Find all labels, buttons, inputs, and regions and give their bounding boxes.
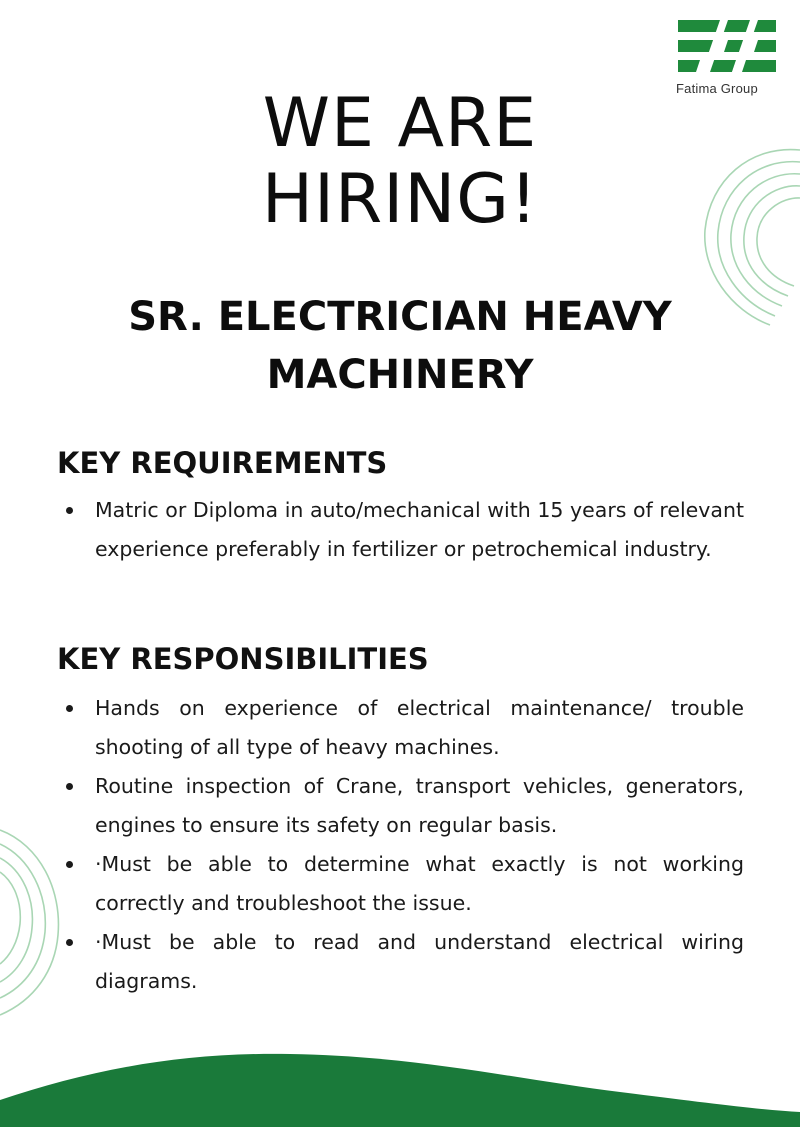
list-item	[60, 923, 744, 1001]
job-title-line-2: MACHINERY	[266, 352, 534, 398]
bullet-icon	[66, 507, 73, 514]
bullet-icon	[66, 783, 73, 790]
bullet-icon	[66, 939, 73, 946]
logo-mark-icon	[676, 18, 780, 78]
job-title-line-1: SR. ELECTRICIAN HEAVY	[128, 294, 672, 340]
job-title	[60, 288, 740, 404]
headline-line-1: WE ARE	[262, 84, 538, 163]
bottom-wave	[0, 1040, 800, 1127]
bullet-icon	[66, 861, 73, 868]
list-item-text: ·Must be able to determine what exactly is not working correctly and troubleshoot the issue.	[95, 852, 744, 915]
list-item	[60, 845, 744, 923]
list-item-text: Routine inspection of Crane, transport vehicles, generators, engines to ensure its safety on regular basis.	[95, 774, 744, 837]
list-item-text: Matric or Diploma in auto/mechanical with 15 years of relevant experience preferably in fertilizer or petrochemical industry.	[95, 498, 744, 561]
list-item-text: ·Must be able to read and understand electrical wiring diagrams.	[95, 930, 744, 993]
headline-line-2: HIRING!	[261, 160, 539, 239]
list-item	[60, 491, 744, 569]
headline	[0, 86, 800, 238]
logo-caption: Fatima Group	[676, 81, 758, 96]
list-item	[60, 689, 744, 767]
requirements-heading: KEY REQUIREMENTS	[57, 446, 388, 480]
list-item	[60, 767, 744, 845]
requirements-list	[60, 491, 744, 569]
responsibilities-list	[60, 689, 744, 1001]
bullet-icon	[66, 705, 73, 712]
responsibilities-heading: KEY RESPONSIBILITIES	[57, 642, 429, 676]
list-item-text: Hands on experience of electrical maintenance/ trouble shooting of all type of heavy machines.	[95, 696, 744, 759]
